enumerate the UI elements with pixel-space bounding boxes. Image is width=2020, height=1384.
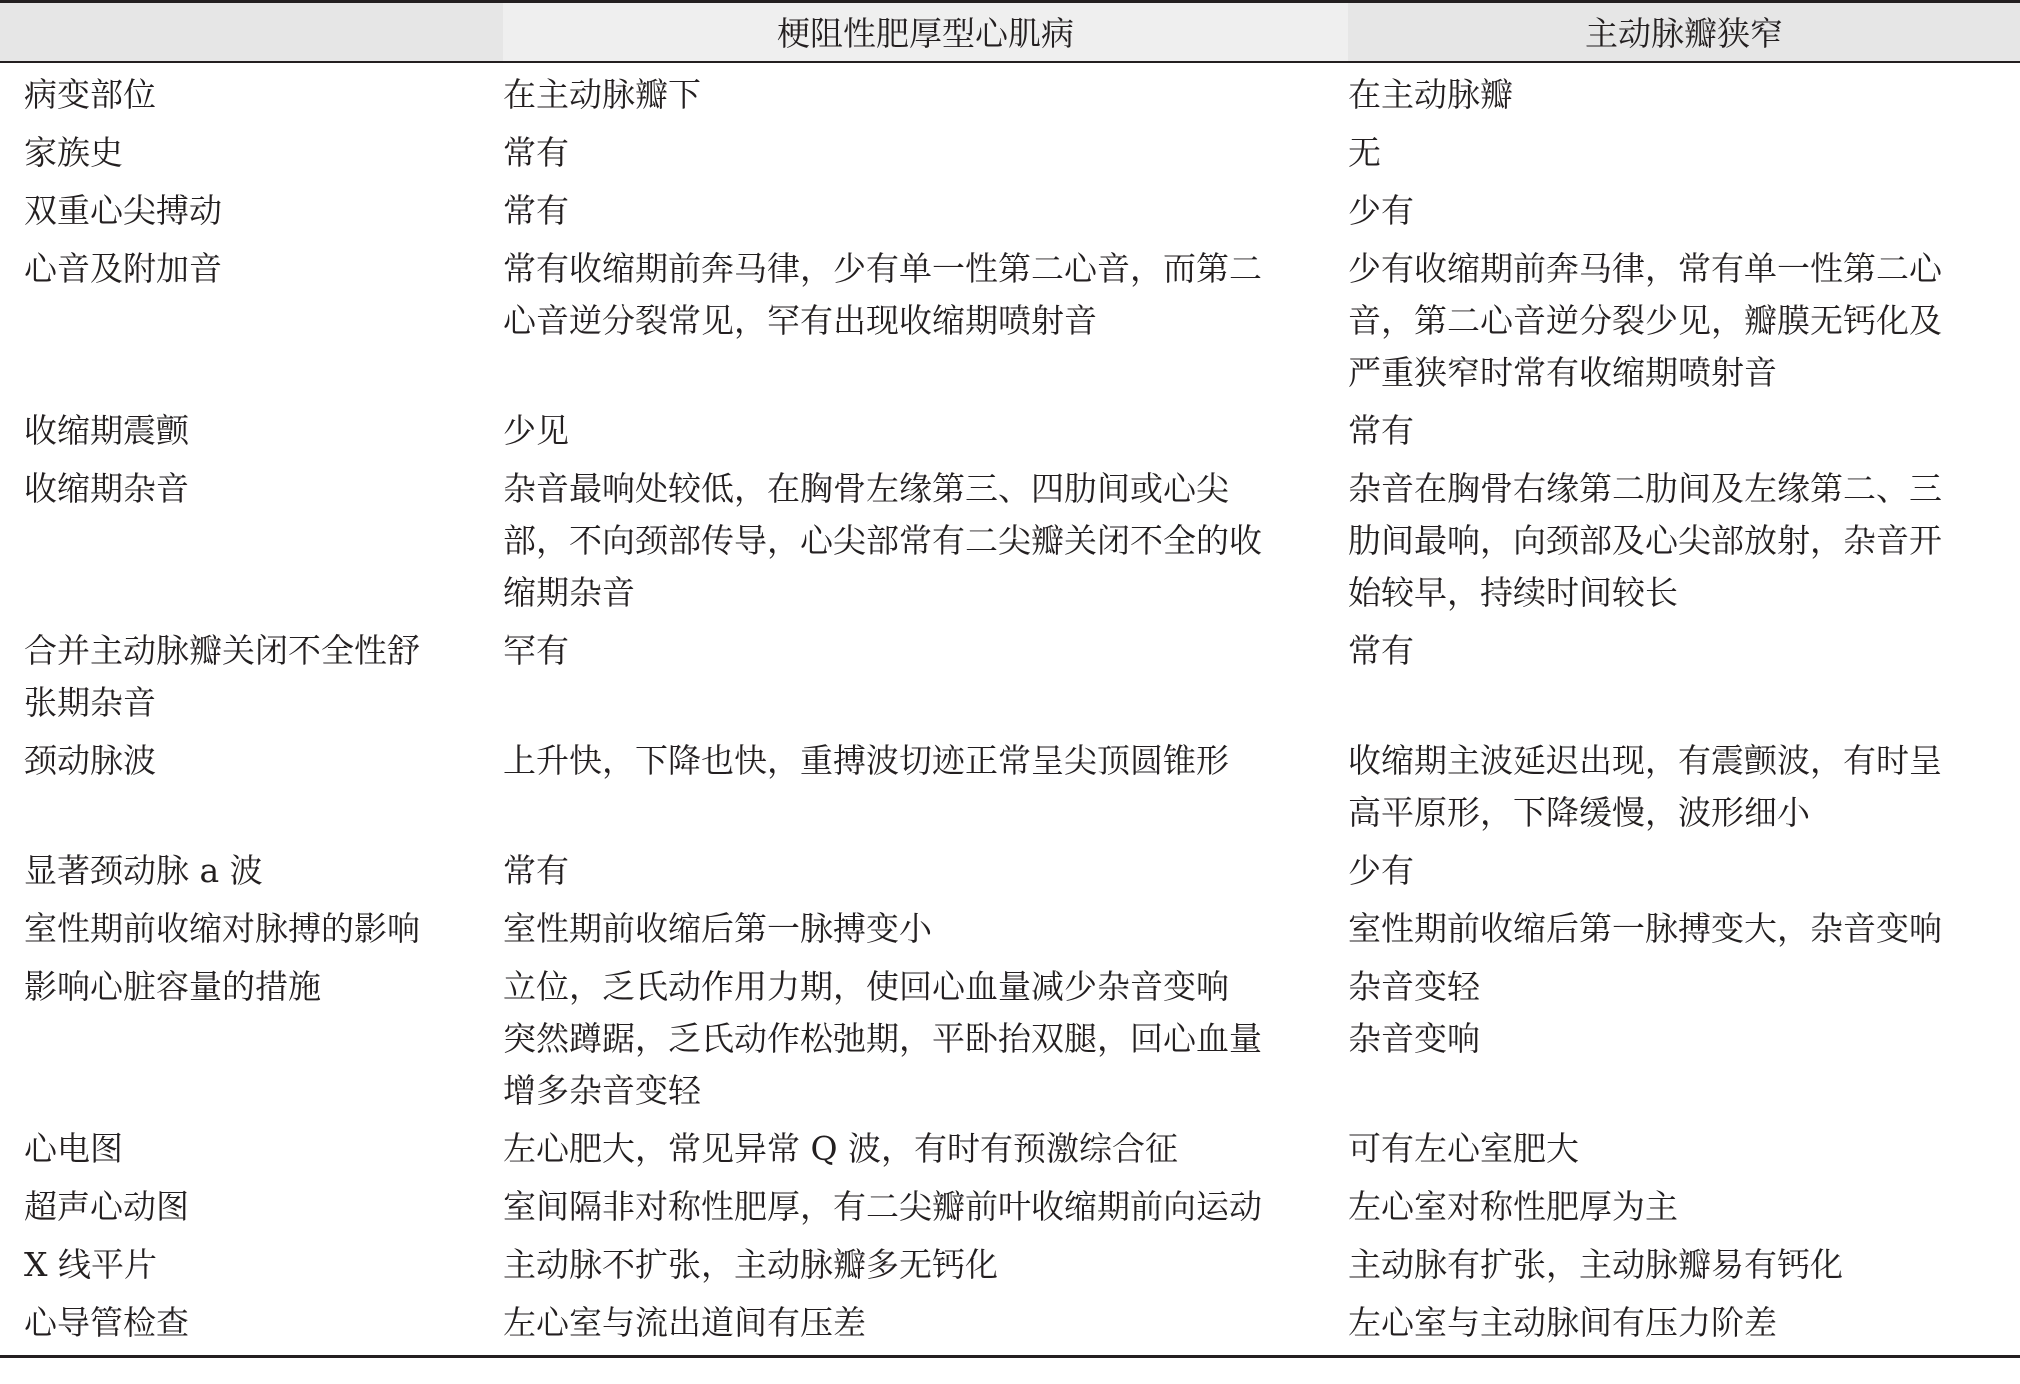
table-row xyxy=(0,955,2020,1117)
cell-text-line: 合并主动脉瓣关闭不全性舒 xyxy=(24,630,420,670)
row-label xyxy=(0,399,503,457)
cell-text-line: 在主动脉瓣下 xyxy=(503,74,701,114)
aortic-stenosis-cell xyxy=(1348,1117,2020,1175)
cell-text-line: 收缩期震颤 xyxy=(24,410,189,450)
cell-text-line: 室间隔非对称性肥厚，有二尖瓣前叶收缩期前向运动 xyxy=(503,1186,1262,1226)
header-feature xyxy=(0,2,503,62)
table-row xyxy=(0,1233,2020,1291)
cell-text-line: 杂音变轻 xyxy=(1348,966,1480,1006)
cell-text-line: 部，不向颈部传导，心尖部常有二尖瓣关闭不全的收 xyxy=(503,520,1262,560)
aortic-stenosis-cell xyxy=(1348,179,2020,237)
hocm-cell xyxy=(503,729,1348,839)
aortic-stenosis-cell xyxy=(1348,237,2020,399)
table-body xyxy=(0,62,2020,1357)
cell-text-line: 严重狭窄时常有收缩期喷射音 xyxy=(1348,352,1777,392)
cell-text-line: 少有 xyxy=(1348,190,1414,230)
table-header xyxy=(0,2,2020,62)
cell-text-line: 可有左心室肥大 xyxy=(1348,1128,1579,1168)
table-row xyxy=(0,1175,2020,1233)
cell-text-line: 心音逆分裂常见，罕有出现收缩期喷射音 xyxy=(503,300,1097,340)
cell-text-line: 杂音在胸骨右缘第二肋间及左缘第二、三 xyxy=(1348,468,1942,508)
aortic-stenosis-cell xyxy=(1348,619,2020,729)
table-row xyxy=(0,729,2020,839)
cell-text-line: 罕有 xyxy=(503,630,569,670)
cell-text-line: 主动脉有扩张，主动脉瓣易有钙化 xyxy=(1348,1244,1843,1284)
table-row xyxy=(0,457,2020,619)
row-label xyxy=(0,897,503,955)
row-label xyxy=(0,619,503,729)
cell-text-line: 始较早，持续时间较长 xyxy=(1348,572,1678,612)
table-row xyxy=(0,121,2020,179)
cell-text-line: 缩期杂音 xyxy=(503,572,635,612)
row-label xyxy=(0,237,503,399)
hocm-cell xyxy=(503,1291,1348,1357)
table-row xyxy=(0,237,2020,399)
cell-text-line: 主动脉不扩张，主动脉瓣多无钙化 xyxy=(503,1244,998,1284)
hocm-cell xyxy=(503,955,1348,1117)
hocm-cell xyxy=(503,897,1348,955)
row-label xyxy=(0,121,503,179)
cell-text-line: 超声心动图 xyxy=(24,1186,189,1226)
hocm-cell xyxy=(503,839,1348,897)
row-label xyxy=(0,839,503,897)
table-row xyxy=(0,897,2020,955)
cell-text-line: 心电图 xyxy=(24,1128,123,1168)
cell-text-line: 室性期前收缩对脉搏的影响 xyxy=(24,908,420,948)
cell-text-line: 室性期前收缩后第一脉搏变大，杂音变响 xyxy=(1348,908,1942,948)
cell-text-line: 常有 xyxy=(503,190,569,230)
hocm-cell xyxy=(503,179,1348,237)
aortic-stenosis-cell xyxy=(1348,955,2020,1117)
aortic-stenosis-cell xyxy=(1348,1291,2020,1357)
hocm-cell xyxy=(503,457,1348,619)
cell-text-line: 常有 xyxy=(503,132,569,172)
hocm-cell xyxy=(503,121,1348,179)
hocm-cell xyxy=(503,237,1348,399)
aortic-stenosis-cell xyxy=(1348,1233,2020,1291)
cell-text-line: 显著颈动脉 a 波 xyxy=(24,850,263,890)
cell-text-line: 少见 xyxy=(503,410,569,450)
table-row xyxy=(0,619,2020,729)
cell-text-line: 杂音变响 xyxy=(1348,1018,1480,1058)
aortic-stenosis-cell xyxy=(1348,1175,2020,1233)
cell-text-line: 张期杂音 xyxy=(24,682,156,722)
cell-text-line: 家族史 xyxy=(24,132,123,172)
header-hocm: 梗阻性肥厚型心肌病 xyxy=(503,2,1348,62)
cell-text-line: 肋间最响，向颈部及心尖部放射，杂音开 xyxy=(1348,520,1942,560)
cell-text-line: 无 xyxy=(1348,132,1381,172)
table-row xyxy=(0,1291,2020,1357)
cell-text-line: 立位，乏氏动作用力期，使回心血量减少杂音变响 xyxy=(503,966,1229,1006)
aortic-stenosis-cell xyxy=(1348,62,2020,121)
cell-text-line: 增多杂音变轻 xyxy=(503,1070,701,1110)
cell-text-line: 上升快，下降也快，重搏波切迹正常呈尖顶圆锥形 xyxy=(503,740,1229,780)
hocm-cell xyxy=(503,1233,1348,1291)
cell-text-line: X 线平片 xyxy=(24,1244,157,1284)
cell-text-line: 常有收缩期前奔马律，少有单一性第二心音，而第二 xyxy=(503,248,1262,288)
table-row xyxy=(0,839,2020,897)
aortic-stenosis-cell xyxy=(1348,399,2020,457)
row-label xyxy=(0,955,503,1117)
cell-text-line: 病变部位 xyxy=(24,74,156,114)
header-row xyxy=(0,2,2020,62)
table-row xyxy=(0,399,2020,457)
aortic-stenosis-cell xyxy=(1348,839,2020,897)
row-label xyxy=(0,179,503,237)
cell-text-line: 常有 xyxy=(1348,630,1414,670)
hocm-cell xyxy=(503,1117,1348,1175)
row-label xyxy=(0,1117,503,1175)
cell-text-line: 少有 xyxy=(1348,850,1414,890)
cell-text-line: 常有 xyxy=(503,850,569,890)
table-row xyxy=(0,62,2020,121)
hocm-cell xyxy=(503,619,1348,729)
row-label xyxy=(0,1233,503,1291)
row-label xyxy=(0,62,503,121)
cell-text-line: 心音及附加音 xyxy=(24,248,222,288)
cell-text-line: 常有 xyxy=(1348,410,1414,450)
cell-text-line: 左心室与流出道间有压差 xyxy=(503,1302,866,1342)
cell-text-line: 左心肥大，常见异常 Q 波，有时有预激综合征 xyxy=(503,1128,1179,1168)
cell-text-line: 左心室对称性肥厚为主 xyxy=(1348,1186,1678,1226)
aortic-stenosis-cell xyxy=(1348,729,2020,839)
hocm-cell xyxy=(503,399,1348,457)
row-label xyxy=(0,729,503,839)
cell-text-line: 颈动脉波 xyxy=(24,740,156,780)
row-label xyxy=(0,457,503,619)
cell-text-line: 心导管检查 xyxy=(24,1302,189,1342)
header-aortic-stenosis: 主动脉瓣狭窄 xyxy=(1348,2,2020,62)
aortic-stenosis-cell xyxy=(1348,457,2020,619)
table-row xyxy=(0,1117,2020,1175)
row-label xyxy=(0,1291,503,1357)
aortic-stenosis-cell xyxy=(1348,897,2020,955)
cell-text-line: 收缩期主波延迟出现，有震颤波，有时呈 xyxy=(1348,740,1942,780)
cell-text-line: 杂音最响处较低，在胸骨左缘第三、四肋间或心尖 xyxy=(503,468,1229,508)
cell-text-line: 收缩期杂音 xyxy=(24,468,189,508)
hocm-cell xyxy=(503,62,1348,121)
cell-text-line: 高平原形，下降缓慢，波形细小 xyxy=(1348,792,1810,832)
cell-text-line: 突然蹲踞，乏氏动作松弛期，平卧抬双腿，回心血量 xyxy=(503,1018,1262,1058)
cell-text-line: 双重心尖搏动 xyxy=(24,190,222,230)
cell-text-line: 影响心脏容量的措施 xyxy=(24,966,321,1006)
cell-text-line: 室性期前收缩后第一脉搏变小 xyxy=(503,908,932,948)
cell-text-line: 左心室与主动脉间有压力阶差 xyxy=(1348,1302,1777,1342)
row-label xyxy=(0,1175,503,1233)
hocm-cell xyxy=(503,1175,1348,1233)
cell-text-line: 音，第二心音逆分裂少见，瓣膜无钙化及 xyxy=(1348,300,1942,340)
cell-text-line: 在主动脉瓣 xyxy=(1348,74,1513,114)
table-row xyxy=(0,179,2020,237)
aortic-stenosis-cell xyxy=(1348,121,2020,179)
cell-text-line: 少有收缩期前奔马律，常有单一性第二心 xyxy=(1348,248,1942,288)
